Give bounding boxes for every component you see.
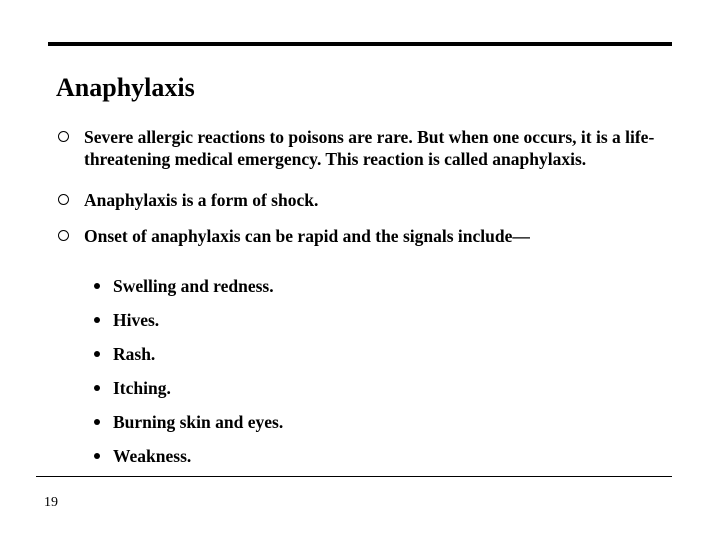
bottom-rule <box>36 476 672 477</box>
filled-dot-bullet-icon <box>94 385 100 391</box>
bullet-item <box>58 189 678 211</box>
bullet-text: Severe allergic reactions to poisons are rare. But when one occurs, it is a life-threatening medical emergency. This reaction is called anaphylaxis. <box>84 127 655 169</box>
bullet-list <box>58 126 678 247</box>
sub-bullet-item <box>92 376 283 400</box>
sub-bullet-item <box>92 410 283 434</box>
hollow-circle-bullet-icon <box>58 131 69 142</box>
sub-bullet-text: Itching. <box>113 378 171 398</box>
sub-bullet-item <box>92 308 283 332</box>
filled-dot-bullet-icon <box>94 283 100 289</box>
sub-bullet-text: Swelling and redness. <box>113 276 274 296</box>
top-rule <box>48 42 672 46</box>
sub-bullet-text: Rash. <box>113 344 156 364</box>
filled-dot-bullet-icon <box>94 351 100 357</box>
sub-bullet-item <box>92 342 283 366</box>
sub-bullet-list <box>92 274 283 478</box>
sub-bullet-item <box>92 274 283 298</box>
hollow-circle-bullet-icon <box>58 230 69 241</box>
filled-dot-bullet-icon <box>94 317 100 323</box>
filled-dot-bullet-icon <box>94 419 100 425</box>
bullet-text: Anaphylaxis is a form of shock. <box>84 190 319 210</box>
page-number: 19 <box>44 495 58 510</box>
hollow-circle-bullet-icon <box>58 194 69 205</box>
filled-dot-bullet-icon <box>94 453 100 459</box>
bullet-item <box>58 126 678 170</box>
sub-bullet-text: Weakness. <box>113 446 192 466</box>
sub-bullet-text: Burning skin and eyes. <box>113 412 284 432</box>
sub-bullet-item <box>92 444 283 468</box>
slide-title: Anaphylaxis <box>56 73 195 102</box>
bullet-item <box>58 225 678 247</box>
sub-bullet-text: Hives. <box>113 310 160 330</box>
bullet-text: Onset of anaphylaxis can be rapid and the signals include— <box>84 226 530 246</box>
